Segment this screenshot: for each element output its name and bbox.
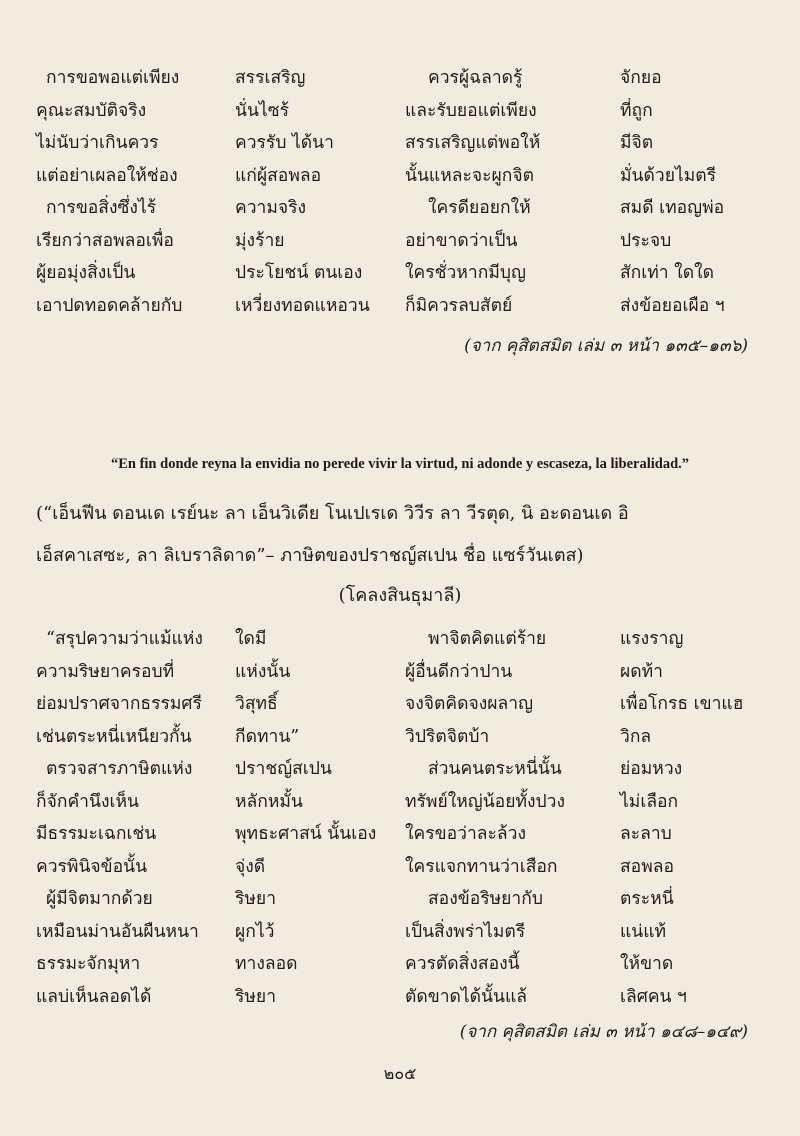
verse-segment-4: สักเท่า ใดใด [620,263,715,283]
verse-segment-4: ไม่เลือก [620,791,679,812]
transliteration-line-2: เอ็สคาเสซะ, ลา ลิเบราลิดาด”– ภาษิตของปราชญ์สเปน ชื่อ แซร์วันเตส) [36,545,584,566]
verse-segment-3: ตัดขาดได้นั้นแล้ [405,986,527,1007]
verse-segment-4: สมดี เทอญพ่อ [620,198,725,218]
verse-segment-1: ความริษยาครอบที่ [36,661,175,682]
verse-segment-3: ควรผู้ฉลาดรู้ [428,68,523,88]
verse-segment-4: ประจบ [620,230,672,251]
verse-segment-1: ผู้มีจิตมากด้วย [46,889,153,909]
verse-segment-2: สรรเสริญ [235,68,306,88]
poem-line [0,62,800,95]
verse-segment-1: ธรรมะจักมุหา [36,954,141,974]
verse-segment-4: วิกล [620,726,652,747]
verse-segment-2: ควรรับ ได้นา [235,133,334,153]
verse-segment-2: ทางลอด [235,954,298,974]
verse-segment-4: เลิศคน ฯ [620,986,687,1007]
verse-segment-3: ใครขอว่าละล้วง [405,824,526,844]
poem-line [0,786,800,819]
poem-line [0,225,800,258]
verse-segment-4: ที่ถูก [620,100,653,121]
verse-segment-2: หลักหมั้น [235,791,303,812]
verse-segment-2: ประโยชน์ ตนเอง [235,263,363,283]
verse-segment-3: ใครดียอยกให้ [428,198,531,218]
poem-line [0,688,800,721]
poem-line [0,656,800,689]
verse-segment-3: ใครแจกทานว่าเสือก [405,856,558,877]
verse-segment-3: สรรเสริญแต่พอให้ [405,133,541,153]
verse-segment-1: เหมือนม่านอันผืนหนา [36,921,199,942]
verse-segment-4: จักยอ [620,68,662,88]
poem-two [0,623,800,1013]
verse-segment-4: ตระหนี่ [620,889,674,909]
verse-segment-4: ส่งข้อยอเผือ ฯ [620,295,725,316]
poem-line [0,916,800,949]
verse-segment-1: มีธรรมะเฉกเช่น [36,824,157,844]
verse-segment-3: เป็นสิ่งพร่าไมตรี [405,921,526,942]
verse-segment-4: ละลาบ [620,824,672,844]
verse-segment-1: ผู้ยอมุ่งสิ่งเป็น [36,263,136,283]
verse-segment-2: ริษยา [235,986,277,1007]
verse-segment-2: มุ่งร้าย [235,230,285,251]
verse-segment-3: ใครชั่วหากมีบุญ [405,263,526,283]
verse-segment-1: คุณะสมบัติจริง [36,100,147,121]
poem-line [0,257,800,290]
verse-segment-3: ควรตัดสิ่งสองนี้ [405,954,520,974]
verse-segment-3: และรับยอแต่เพียง [405,100,537,121]
verse-segment-3: พาจิตคิดแต่ร้าย [428,629,547,649]
verse-segment-2: ปราชญ์สเปน [235,759,332,779]
verse-segment-3: ส่วนคนตระหนี่นั้น [428,759,562,779]
verse-segment-3: วิปริตจิตบ้า [405,726,490,747]
verse-segment-2: แก่ผู้สอพลอ [235,165,322,186]
verse-segment-1: การขอสิ่งซึ่งไร้ [46,198,157,218]
verse-segment-4: ย่อมหวง [620,759,683,779]
spanish-quote: “En fin donde reyna la envidia no perede vivir la virtud, ni adonde y escaseza, la liberalidad.” [110,456,690,472]
verse-segment-2: จุ่งดี [235,856,266,877]
verse-segment-2: ใดมี [235,629,267,649]
poem-line [0,818,800,851]
verse-segment-1: ก็จักคำนึงเห็น [36,791,139,812]
verse-segment-4: มีจิต [620,133,654,153]
page-number: ๒๐๕ [383,1064,417,1083]
poem-line [0,981,800,1014]
verse-segment-1: ไม่นับว่าเกินควร [36,133,159,153]
verse-segment-2: พุทธะศาสน์ นั้นเอง [235,824,377,844]
verse-segment-1: เรียกว่าสอพลอเพื่อ [36,230,174,251]
poem-line [0,948,800,981]
verse-segment-2: ผูกไว้ [235,921,275,942]
verse-segment-1: การขอพอแต่เพียง [46,68,180,88]
verse-segment-1: ย่อมปราศจากธรรมศรี [36,694,202,714]
verse-segment-3: สองข้อริษยากับ [428,889,543,909]
poem-one-source: (จาก คุสิตสมิต เล่ม ๓ หน้า ๑๓๕–๑๓๖) [464,336,748,356]
verse-segment-3: ผู้อื่นดีกว่าปาน [405,661,513,682]
verse-segment-4: แรงราญ [620,629,684,649]
transliteration-line-1: (“เอ็นฟีน ดอนเด เรย์นะ ลา เอ็นวิเดีย โนเปเรเด วิวีร ลา วีรตุด, นิ อะดอนเด อิ [36,503,629,524]
verse-segment-4: มั่นด้วยไมตรี [620,165,717,186]
verse-segment-2: เหวี่ยงทอดแหอวน [235,295,370,316]
poem-two-source: (จาก คุสิตสมิต เล่ม ๓ หน้า ๑๔๘–๑๔๙) [459,1022,748,1042]
verse-segment-2: แห่งนั้น [235,661,291,682]
verse-segment-4: ผดท้า [620,661,663,682]
verse-segment-1: “สรุปความว่าแม้แห่ง [46,629,203,649]
poem-line [0,623,800,656]
verse-segment-2: กีดทาน” [235,726,300,747]
poem-line [0,290,800,323]
verse-segment-3: ก็มิควรลบสัตย์ [405,295,513,316]
verse-segment-1: ตรวจสารภาษิตแห่ง [46,759,193,779]
verse-segment-3: ทรัพย์ใหญ่น้อยทั้งปวง [405,791,566,812]
verse-segment-3: จงจิตคิดจงผลาญ [405,694,534,714]
poem-line [0,753,800,786]
poem-line [0,95,800,128]
poem-line [0,127,800,160]
poem-line [0,883,800,916]
verse-segment-2: วิสุทธิ์ [235,694,278,714]
poem-line [0,721,800,754]
verse-segment-4: เพื่อโกรธ เขาแฮ [620,694,744,714]
poem-line [0,851,800,884]
verse-segment-4: แน่แท้ [620,921,667,942]
verse-segment-1: ควรพินิจข้อนั้น [36,856,148,877]
poem-one [0,62,800,322]
verse-segment-4: ให้ขาด [620,954,674,974]
verse-segment-1: เช่นตระหนี่เหนียวกั้น [36,726,192,747]
poem-line [0,160,800,193]
verse-segment-2: นั่นไซร้ [235,100,290,121]
poem-two-title: (โคลงสินธุมาลี) [338,585,462,606]
verse-segment-2: ริษยา [235,889,277,909]
verse-segment-2: ความจริง [235,198,307,218]
verse-segment-1: แต่อย่าเผลอให้ช่อง [36,165,178,186]
verse-segment-1: แลบ่เห็นลอดได้ [36,986,152,1007]
verse-segment-4: สอพลอ [620,856,674,877]
poem-line [0,192,800,225]
verse-segment-3: อย่าขาดว่าเป็น [405,230,518,251]
verse-segment-3: นั้นแหละจะผูกจิต [405,165,534,186]
verse-segment-1: เอาปดทอดคล้ายกับ [36,295,183,316]
